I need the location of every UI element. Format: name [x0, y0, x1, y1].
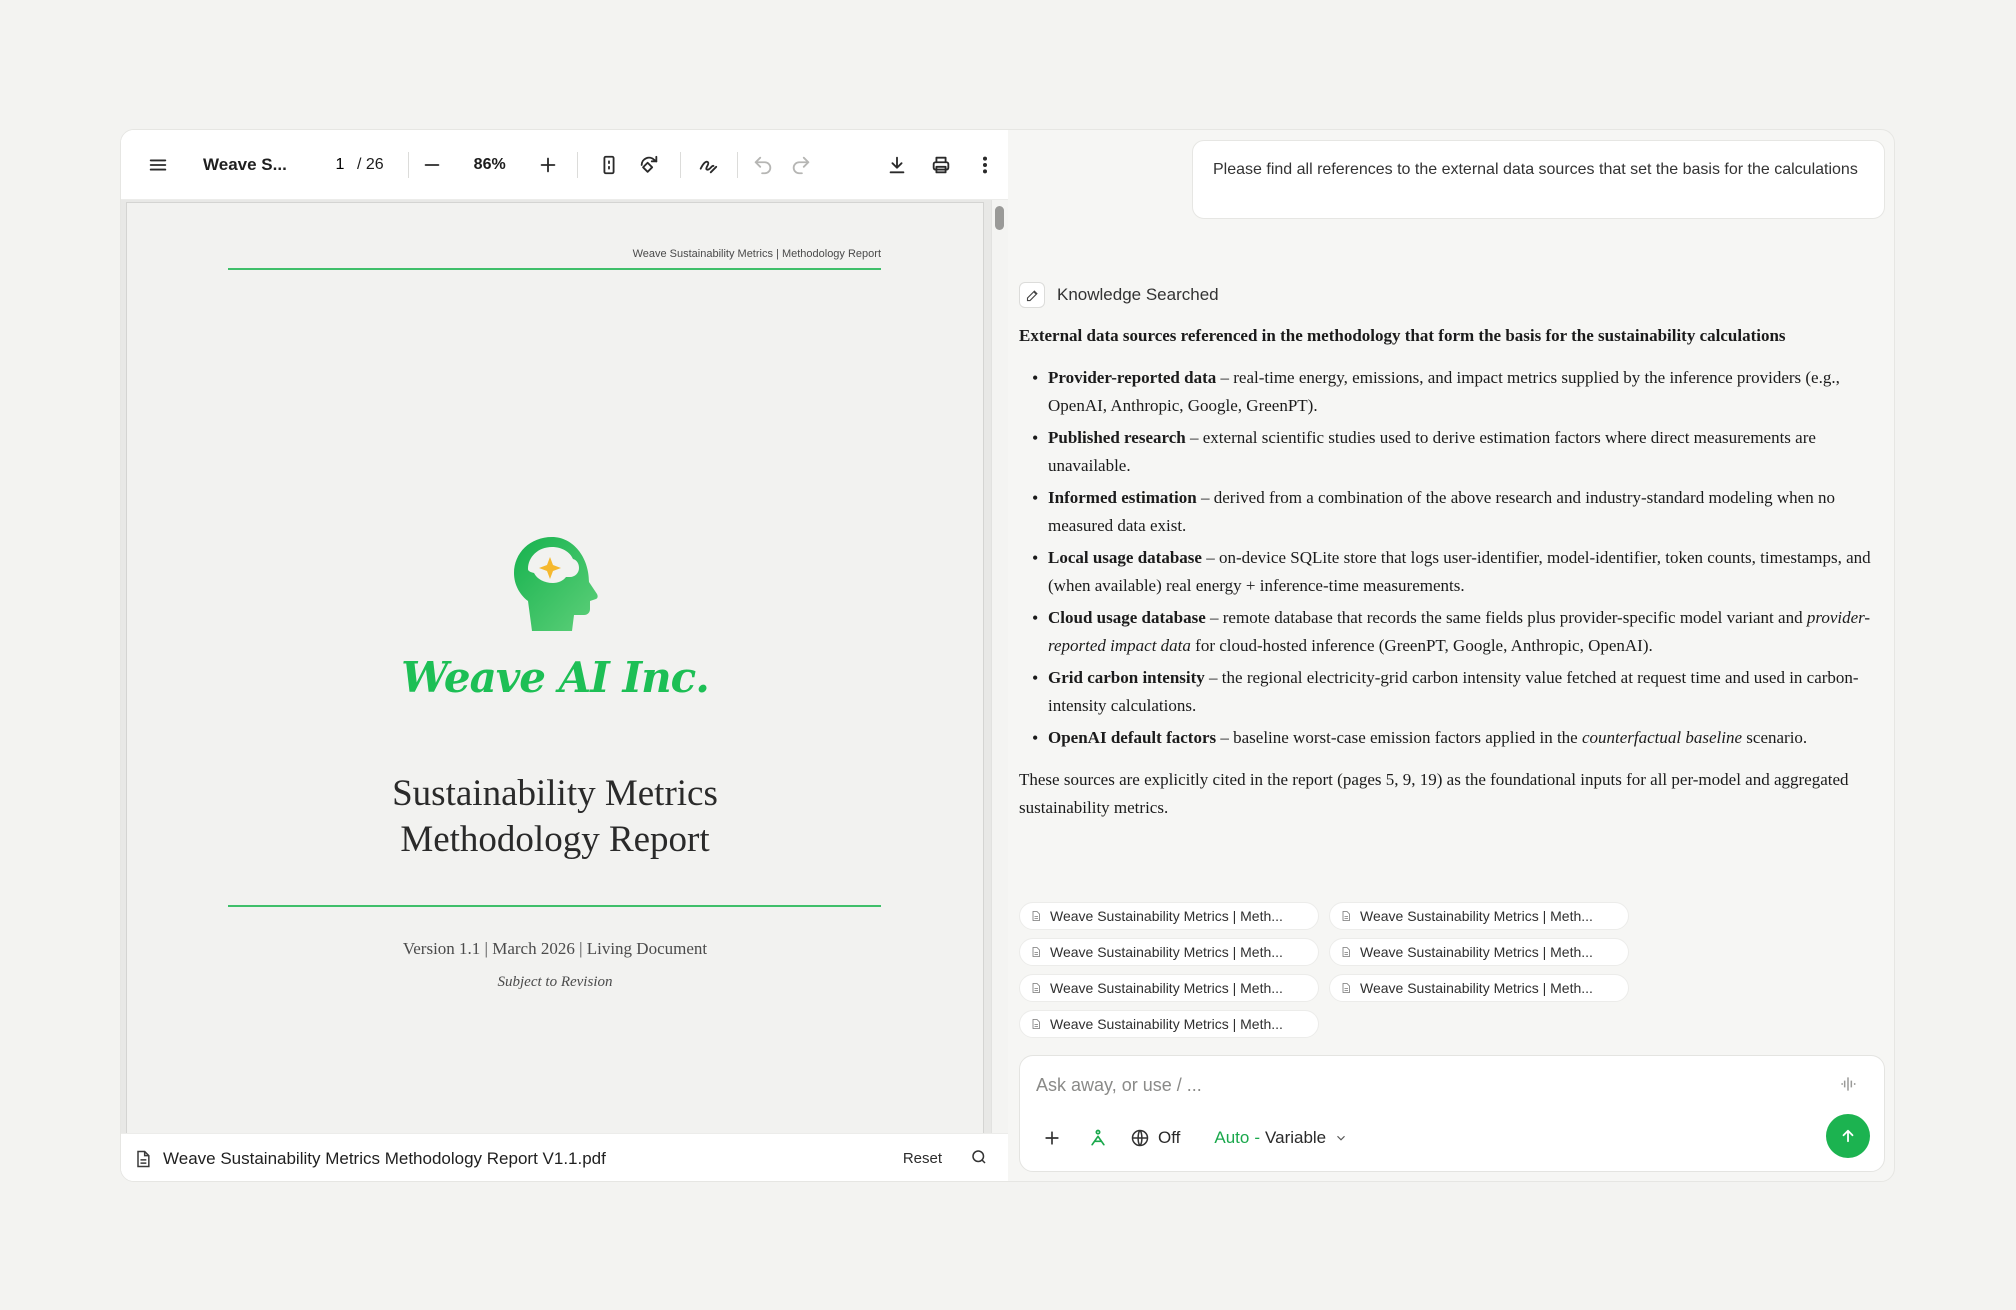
send-button[interactable]: [1826, 1114, 1870, 1158]
list-item: • Local usage database – on-device SQLite store that logs user-identifier, model-identifier, token counts, timestamps, and (when available) real energy + inference-time measurements.: [1019, 544, 1889, 600]
citation-chip[interactable]: Weave Sustainability Metrics | Meth...: [1329, 902, 1629, 930]
undo-button[interactable]: [746, 148, 780, 182]
undo-icon: [752, 154, 774, 176]
toolbar-divider: [680, 152, 681, 178]
file-name: Weave Sustainability Metrics Methodology Report V1.1.pdf: [163, 1148, 606, 1168]
page-total: / 26: [357, 155, 384, 173]
list-item: • Informed estimation – derived from a combination of the above research and industry-standard modeling when no measured data exist.: [1019, 484, 1889, 540]
reset-button[interactable]: Reset: [902, 1150, 942, 1167]
document-icon: [1340, 982, 1352, 994]
document-title: [127, 771, 983, 863]
zoom-in-button[interactable]: [531, 148, 565, 182]
document-icon: [1030, 910, 1042, 922]
title-rule: [228, 905, 881, 907]
citation-chip[interactable]: Weave Sustainability Metrics | Meth...: [1329, 938, 1629, 966]
citation-chip[interactable]: Weave Sustainability Metrics | Meth...: [1019, 974, 1319, 1002]
pdf-footer: [121, 1133, 1008, 1182]
plus-icon: [1042, 1128, 1062, 1148]
redo-button[interactable]: [784, 148, 818, 182]
document-icon: [1030, 982, 1042, 994]
citation-chip[interactable]: Weave Sustainability Metrics | Meth...: [1019, 1010, 1319, 1038]
user-message-bubble: Please find all references to the external data sources that set the basis for the calculations: [1192, 140, 1885, 219]
document-meta: Version 1.1 | March 2026 | Living Document: [402, 939, 708, 958]
menu-icon[interactable]: [141, 148, 175, 182]
arrow-up-icon: [1839, 1127, 1857, 1145]
document-subtitle: Subject to Revision: [497, 974, 613, 990]
citation-chip[interactable]: Weave Sustainability Metrics | Meth...: [1019, 902, 1319, 930]
citation-chip[interactable]: Weave Sustainability Metrics | Meth...: [1019, 938, 1319, 966]
answer-list: [1019, 364, 1889, 752]
globe-icon: [1130, 1128, 1150, 1148]
pdf-viewer-pane: [121, 130, 1008, 1182]
agent-icon: [1088, 1128, 1108, 1148]
page-indicator: [323, 150, 384, 180]
agent-button[interactable]: [1088, 1122, 1108, 1154]
pdf-page: [127, 203, 983, 1133]
model-variable-label: Variable: [1265, 1128, 1327, 1147]
minus-icon: [421, 154, 443, 176]
document-title-line: Methodology Report: [400, 819, 710, 860]
answer-heading: External data sources referenced in the methodology that form the basis for the sustainability calculations: [1019, 326, 1786, 345]
assistant-answer: [1019, 322, 1889, 822]
scrollbar-track[interactable]: [991, 200, 1008, 1133]
zoom-level[interactable]: 86%: [473, 155, 506, 173]
download-button[interactable]: [880, 148, 914, 182]
list-item: • OpenAI default factors – baseline worst-case emission factors applied in the counterfactual baseline scenario.: [1019, 724, 1889, 752]
chat-input[interactable]: [1036, 1072, 1796, 1098]
scrollbar-thumb[interactable]: [995, 206, 1004, 230]
pdf-title: Weave S...: [203, 154, 287, 174]
model-separator: -: [1254, 1128, 1261, 1147]
web-search-label: Off: [1158, 1128, 1181, 1147]
rotate-icon: [638, 154, 660, 176]
more-vertical-icon: [974, 154, 996, 176]
pdf-toolbar: [121, 130, 1008, 200]
list-item: • Grid carbon intensity – the regional electricity-grid carbon intensity value fetched at request time and used in carbon-intensity calculations.: [1019, 664, 1889, 720]
web-search-toggle[interactable]: [1130, 1128, 1180, 1148]
app-window: [120, 129, 1895, 1182]
chevron-down-icon: [1334, 1131, 1348, 1145]
list-item: • Cloud usage database – remote database that records the same fields plus provider-specific model variant and provider-reported impact data for cloud-hosted inference (GreenPT, Google, Anthropic, OpenAI).: [1019, 604, 1889, 660]
document-icon: [1340, 946, 1352, 958]
rotate-button[interactable]: [632, 148, 666, 182]
print-button[interactable]: [924, 148, 958, 182]
file-icon: [133, 1149, 153, 1169]
header-rule: [228, 268, 881, 270]
document-icon: [1030, 1018, 1042, 1030]
citation-chip[interactable]: Weave Sustainability Metrics | Meth...: [1329, 974, 1629, 1002]
search-icon[interactable]: [970, 1148, 992, 1170]
citation-chips: [1019, 902, 1639, 1038]
toolbar-divider: [408, 152, 409, 178]
more-options-button[interactable]: [968, 148, 1002, 182]
message-composer: [1019, 1055, 1885, 1172]
document-icon: [1340, 910, 1352, 922]
knowledge-searched-status[interactable]: [1019, 282, 1219, 308]
model-selector[interactable]: [1214, 1128, 1348, 1148]
pencil-icon: [1019, 282, 1045, 308]
list-item: • Published research – external scientific studies used to derive estimation factors where direct measurements are unavailable.: [1019, 424, 1889, 480]
list-item: • Provider-reported data – real-time energy, emissions, and impact metrics supplied by the inference providers (e.g., OpenAI, Anthropic, Google, GreenPT).: [1019, 364, 1889, 420]
download-icon: [886, 154, 908, 176]
composer-controls: [1042, 1122, 1348, 1154]
chat-pane: [1008, 130, 1895, 1182]
toolbar-divider: [577, 152, 578, 178]
attach-button[interactable]: [1042, 1122, 1062, 1154]
model-auto-label: Auto: [1214, 1128, 1250, 1147]
document-icon: [1030, 946, 1042, 958]
draw-icon: [697, 154, 719, 176]
brand-wordmark: Weave AI Inc.: [401, 653, 709, 702]
print-icon: [930, 154, 952, 176]
document-title-line: Sustainability Metrics: [392, 773, 718, 814]
zoom-out-button[interactable]: [415, 148, 449, 182]
pdf-canvas[interactable]: [121, 200, 1008, 1133]
status-label: Knowledge Searched: [1057, 285, 1219, 304]
voice-waveform-icon[interactable]: [1838, 1074, 1860, 1096]
annotate-button[interactable]: [691, 148, 725, 182]
toolbar-divider: [737, 152, 738, 178]
plus-icon: [537, 154, 559, 176]
fit-page-button[interactable]: [592, 148, 626, 182]
page-running-header: Weave Sustainability Metrics | Methodology Report: [632, 248, 881, 260]
page-number-input[interactable]: [323, 150, 357, 180]
answer-closing: These sources are explicitly cited in the report (pages 5, 9, 19) as the foundational inputs for all per-model and aggregated sustainability metrics.: [1019, 770, 1849, 817]
brand-logo-icon: [504, 529, 614, 639]
fit-page-icon: [598, 154, 620, 176]
redo-icon: [790, 154, 812, 176]
